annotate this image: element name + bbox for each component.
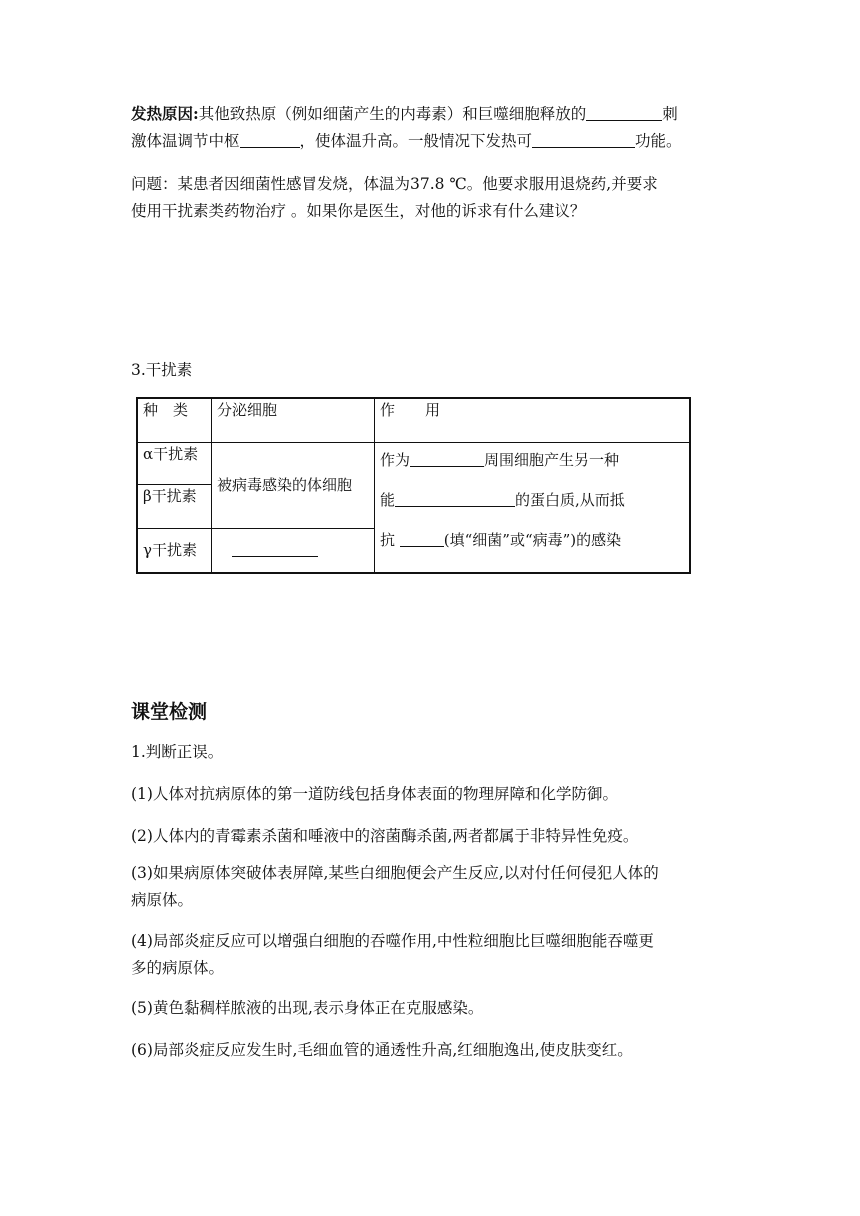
question-line-1: 问题：某患者因细菌性感冒发烧，体温为37.8 ℃。他要求服用退烧药,并要求	[131, 175, 658, 193]
answer-blank[interactable]	[586, 104, 662, 121]
effect-line-1: 作为 周围细胞产生另一种	[380, 450, 620, 469]
header-type: 种 类	[137, 398, 212, 442]
header-secreting-cell: 分泌细胞	[212, 398, 375, 442]
fever-cause-text: ，使体温升高。一般情况下发热可	[299, 132, 533, 150]
question-line-2: 使用干扰素类药物治疗 。如果你是医生，对他的诉求有什么建议？	[131, 202, 586, 220]
fever-cause-text: 其他致热原（例如细菌产生的内毒素）和巨噬细胞释放的	[198, 105, 587, 123]
statement-2: (2)人体内的青霉素杀菌和唾液中的溶菌酶杀菌,两者都属于非特异性免疫。	[131, 827, 639, 845]
statement-4-line-2: 多的病原体。	[131, 959, 225, 977]
statement-3-line-1: (3)如果病原体突破体表屏障,某些白细胞便会产生反应,以对付任何侵犯人体的	[131, 864, 659, 882]
fever-cause-text: 激体温调节中枢	[131, 132, 240, 150]
statement-3-line-2: 病原体。	[131, 891, 194, 909]
table-row	[137, 442, 690, 484]
question-1: 1.判断正误。	[131, 743, 224, 761]
header-effect: 作 用	[375, 398, 691, 442]
answer-blank[interactable]	[240, 131, 300, 148]
statement-4-line-1: (4)局部炎症反应可以增强白细胞的吞噬作用,中性粒细胞比巨噬细胞能吞噬更	[131, 932, 654, 950]
class-check-title: 课堂检测	[131, 701, 208, 723]
answer-blank[interactable]	[400, 530, 444, 547]
effect-line-3: 抗 (填“细菌”或“病毒”)的感染	[380, 530, 622, 549]
type-alpha: α干扰素	[137, 442, 212, 484]
effect-line-2: 能 的蛋白质,从而抵	[380, 490, 625, 509]
secreting-cell-blank-cell	[212, 528, 375, 573]
interferon-table	[136, 397, 691, 574]
answer-blank[interactable]	[532, 131, 635, 148]
statement-5: (5)黄色黏稠样脓液的出现,表示身体正在克服感染。	[131, 999, 484, 1017]
statement-6: (6)局部炎症反应发生时,毛细血管的通透性升高,红细胞逸出,使皮肤变红。	[131, 1041, 633, 1059]
fever-cause-label: 发热原因:	[131, 104, 199, 123]
type-beta: β干扰素	[137, 484, 212, 528]
fever-cause-line-2	[131, 130, 682, 152]
answer-blank[interactable]	[395, 490, 515, 507]
effect-cell	[375, 442, 691, 573]
section-3-title: 3.干扰素	[131, 361, 193, 379]
secreting-cell-value: 被病毒感染的体细胞	[212, 442, 375, 528]
table-header-row	[137, 398, 690, 442]
fever-cause-text-end: 功能。	[635, 132, 682, 150]
answer-blank[interactable]	[410, 450, 484, 467]
statement-1: (1)人体对抗病原体的第一道防线包括身体表面的物理屏障和化学防御。	[131, 785, 618, 803]
answer-blank[interactable]	[232, 540, 318, 557]
type-gamma: γ干扰素	[137, 528, 212, 573]
fever-cause-line-1	[131, 103, 678, 125]
fever-cause-text-end: 刺	[662, 105, 678, 123]
